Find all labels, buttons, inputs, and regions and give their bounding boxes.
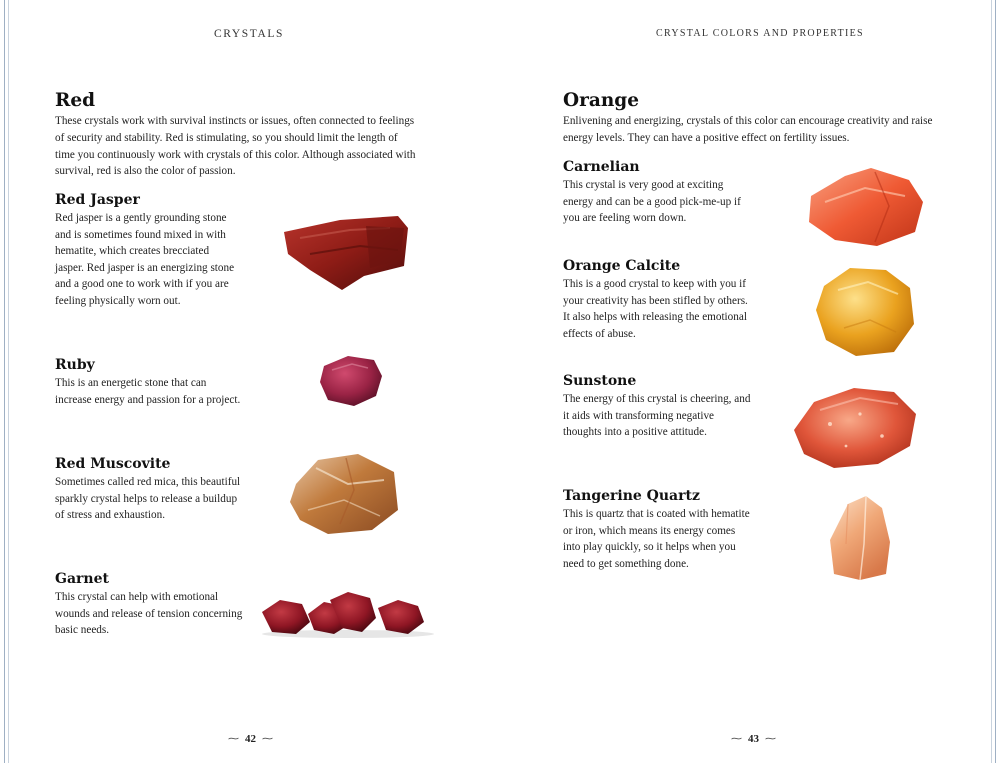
- page-number: 42: [245, 732, 256, 745]
- section-intro: Enlivening and energizing, crystals of this color can encourage creativity and raise energy levels. They can have a positive effect on fertility issues.: [563, 115, 933, 144]
- crystal-description: This crystal can help with emotional wounds and release of tension concerning basic needs.: [55, 591, 243, 637]
- crystal-description: This is an energetic stone that can increase energy and passion for a project.: [55, 377, 241, 406]
- carnelian-image: [805, 166, 925, 248]
- crystal-entry-ruby: [55, 357, 245, 408]
- crystal-name: Ruby: [55, 357, 95, 373]
- garnet-image: [258, 590, 438, 640]
- crystal-entry-garnet: [55, 571, 245, 639]
- flourish-left-icon: ⁓: [731, 733, 742, 745]
- crystal-name: Red Jasper: [55, 192, 140, 208]
- crystal-name: Tangerine Quartz: [563, 488, 700, 504]
- crystal-name: Red Muscovite: [55, 456, 171, 472]
- flourish-left-icon: ⁓: [228, 733, 239, 745]
- running-head: CRYSTALS: [214, 28, 285, 40]
- sunstone-image: [790, 384, 920, 470]
- crystal-entry-carnelian: [563, 159, 748, 227]
- right-page: [500, 0, 1000, 763]
- red-jasper-image: [280, 210, 412, 294]
- section-intro: These crystals work with survival instincts or issues, often connected to feelings of security and stability. Red is stimulating, so you should limit the length of time you continuously work with crystals of this color. Although associated with survival, red is also the color of passion.: [55, 115, 416, 178]
- crystal-name: Garnet: [55, 571, 109, 587]
- page-number: 43: [748, 732, 759, 745]
- flourish-right-icon: ⁓: [765, 733, 776, 745]
- crystal-entry-orange-calcite: [563, 258, 753, 342]
- crystal-description: This crystal is very good at exciting energy and can be a good pick-me-up if you are feeling worn down.: [563, 179, 741, 225]
- crystal-entry-red-muscovite: [55, 456, 245, 524]
- page-number-folio: [228, 732, 273, 745]
- crystal-entry-sunstone: [563, 373, 753, 441]
- crystal-description: This is quartz that is coated with hematite or iron, which means its energy comes into play quickly, so it helps when you need to get something done.: [563, 508, 750, 570]
- section-title: Red: [55, 90, 96, 111]
- crystal-name: Orange Calcite: [563, 258, 681, 274]
- tangerine-quartz-image: [826, 494, 896, 582]
- crystal-name: Carnelian: [563, 159, 640, 175]
- crystal-entry-tangerine-quartz: [563, 488, 753, 572]
- section-title: Orange: [563, 90, 640, 111]
- crystal-entry-red-jasper: [55, 192, 237, 310]
- ruby-image: [318, 352, 384, 408]
- crystal-description: The energy of this crystal is cheering, and it aids with transforming negative thoughts into a positive attitude.: [563, 393, 751, 439]
- red-muscovite-image: [288, 450, 400, 536]
- running-head: CRYSTAL COLORS AND PROPERTIES: [656, 28, 864, 39]
- orange-calcite-image: [814, 264, 916, 358]
- crystal-description: Sometimes called red mica, this beautiful sparkly crystal helps to release a buildup of stress and exhaustion.: [55, 476, 241, 522]
- crystal-description: Red jasper is a gently grounding stone and is sometimes found mixed in with hematite, which creates brecciated jasper. Red jasper is an energizing stone and a good one to work with if you are feeling physically worn out.: [55, 212, 235, 307]
- crystal-name: Sunstone: [563, 373, 637, 389]
- page-number-folio: [731, 732, 776, 745]
- crystal-description: This is a good crystal to keep with you if your creativity has been stifled by others. It also helps with releasing the emotional effects of abuse.: [563, 278, 748, 340]
- flourish-right-icon: ⁓: [262, 733, 273, 745]
